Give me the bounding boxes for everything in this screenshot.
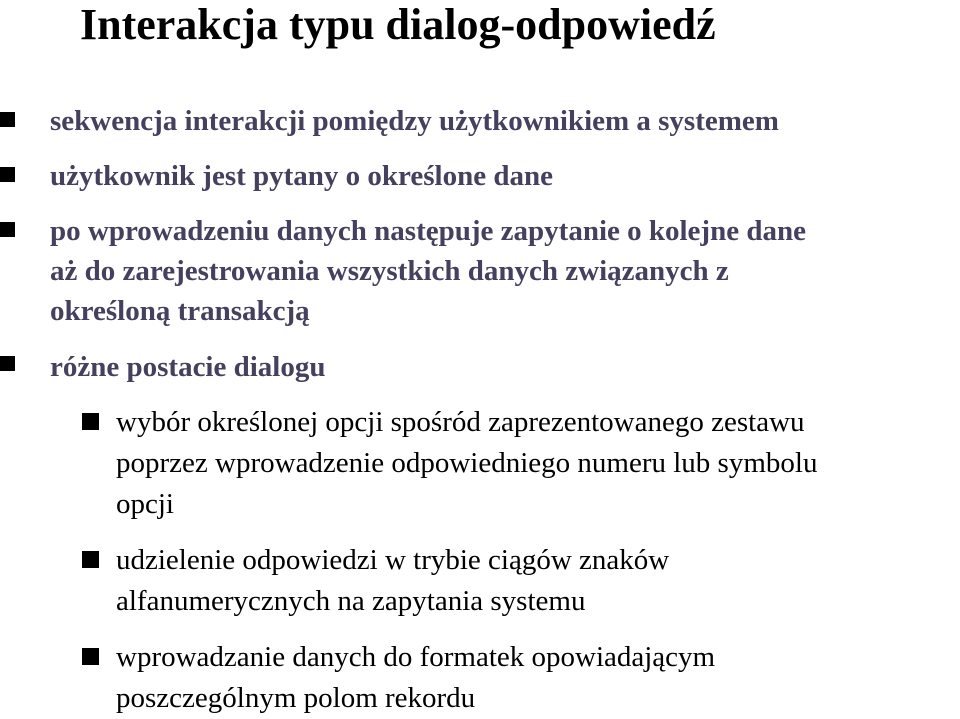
- sub-bullet-text: wprowadzanie danych do formatek opowiadającym poszczególnym polom rekordu: [116, 641, 716, 714]
- square-bullet-icon: [0, 112, 15, 127]
- square-bullet-icon: [82, 648, 99, 665]
- square-bullet-icon: [82, 413, 99, 430]
- square-bullet-icon: [0, 167, 15, 182]
- slide-title: Interakcja typu dialog-odpowiedź: [80, 0, 716, 49]
- bullet-text: po wprowadzeniu danych następuje zapytanie o kolejne dane aż do zarejestrowania wszystkich danych związanych z określoną transakcją: [50, 215, 806, 327]
- square-bullet-icon: [0, 356, 15, 371]
- bullet-text: sekwencja interakcji pomiędzy użytkownikiem a systemem: [50, 105, 779, 137]
- sub-bullet-text: wybór określonej opcji spośród zaprezentowanego zestawu poprzez wprowadzenie odpowiedniego numeru lub symbolu opcji: [116, 406, 818, 520]
- square-bullet-icon: [0, 222, 15, 237]
- square-bullet-icon: [82, 551, 99, 568]
- sub-bullet-text: udzielenie odpowiedzi w trybie ciągów znaków alfanumerycznych na zapytania systemu: [116, 544, 670, 617]
- bullet-text: użytkownik jest pytany o określone dane: [50, 160, 553, 192]
- bullet-text: różne postacie dialogu: [50, 351, 326, 383]
